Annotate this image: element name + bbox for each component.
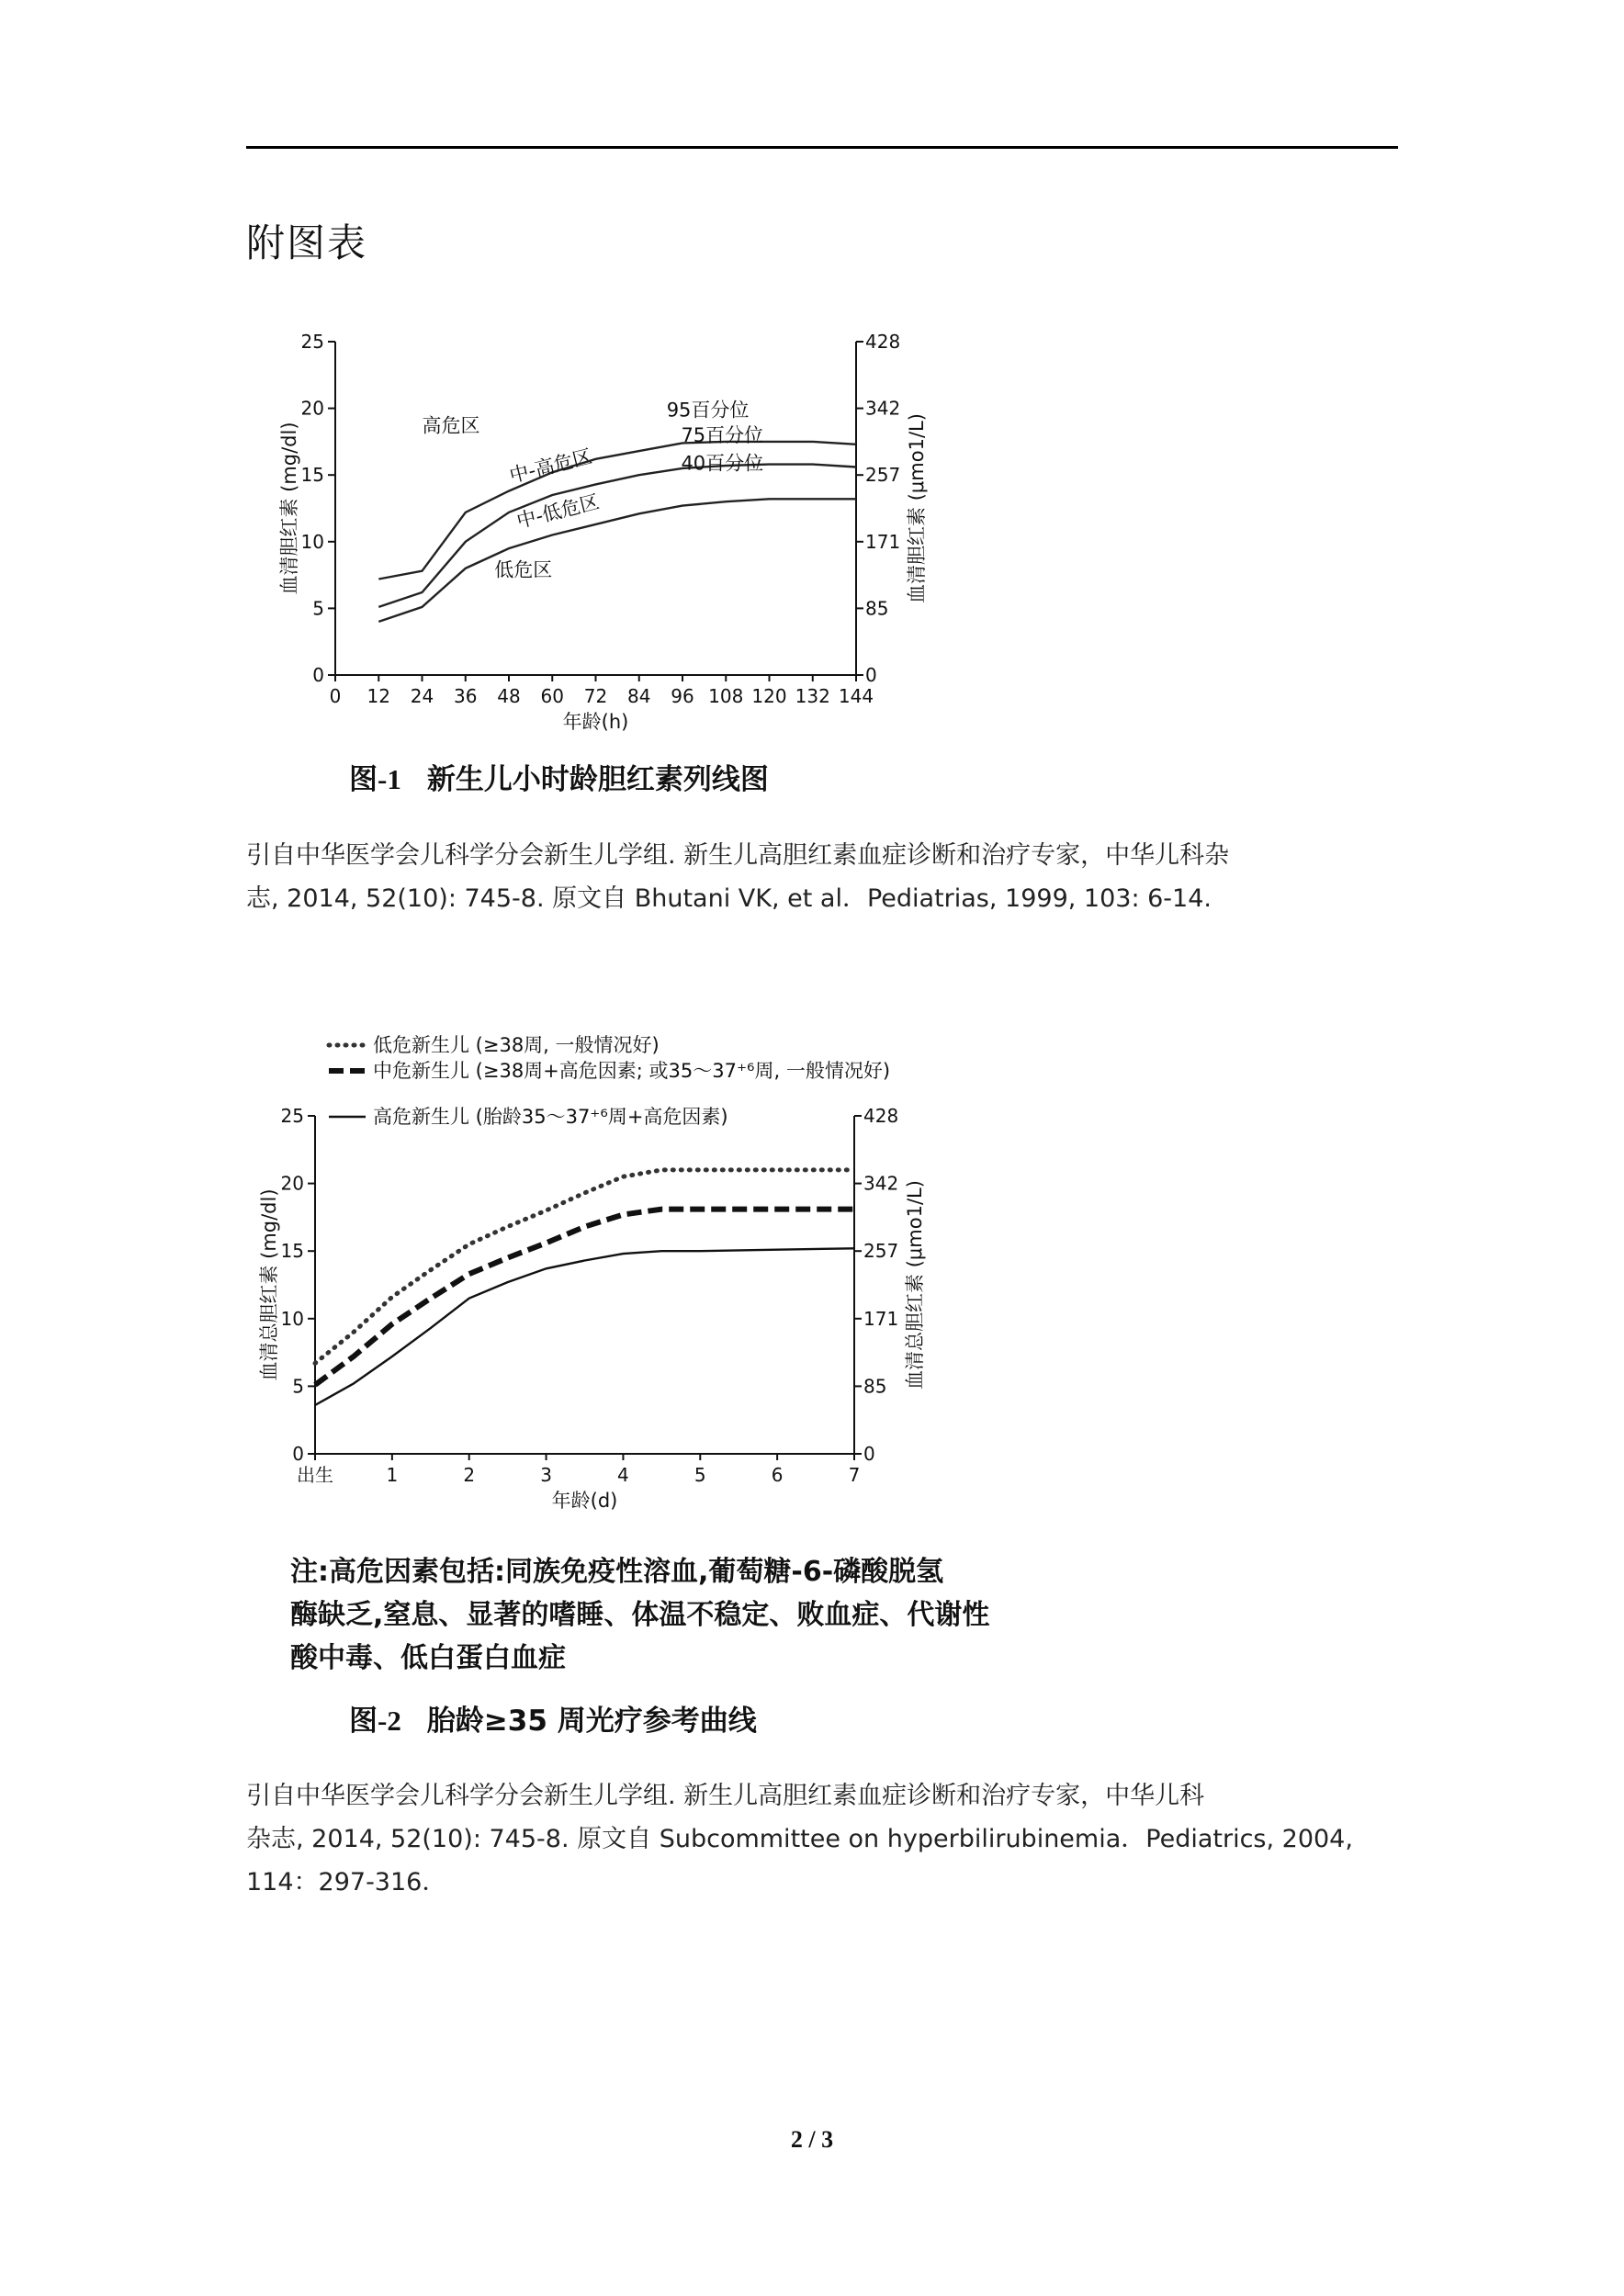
x-tick-label: 5	[694, 1464, 706, 1486]
x-tick-label: 36	[454, 685, 478, 707]
y-tick-label: 10	[280, 1307, 304, 1330]
legend-label: 中危新生儿 (≥38周+高危因素; 或35～37⁺⁶周, 一般情况好)	[373, 1060, 891, 1082]
note-line: 酸中毒、低白蛋白血症	[290, 1642, 566, 1674]
x-tick-label: 144	[838, 685, 874, 707]
y-tick-label: 15	[280, 1240, 304, 1263]
reference-line: 114：297-316．	[246, 1868, 447, 1896]
x-tick-label: 0	[329, 685, 342, 707]
y-tick-label: 5	[292, 1375, 304, 1398]
x-tick-label: 4	[617, 1464, 629, 1486]
series-line-2	[315, 1210, 854, 1385]
x-tick-label: 12	[367, 685, 390, 707]
y-tick-label: 20	[280, 1172, 304, 1195]
y-tick-label: 0	[312, 664, 324, 686]
figure-2-number: 图-2	[349, 1705, 401, 1737]
y2-tick-label: 428	[865, 331, 901, 353]
reference-line: 杂志, 2014, 52(10): 745-8. 原文自 Subcommittee on hyperbilirubinemia．Pediatrics, 2004,	[246, 1825, 1353, 1853]
x-axis-title: 年龄(h)	[562, 711, 629, 733]
y2-axis-title: 血清总胆红素 (μmo1/L)	[904, 1180, 926, 1390]
y-tick-label: 25	[280, 1105, 304, 1127]
series-label: 95百分位	[666, 399, 750, 422]
y2-tick-label: 0	[863, 1443, 875, 1465]
figure-1-reference	[246, 834, 1404, 920]
x-tick-label: 72	[583, 685, 608, 707]
figure-2-chart	[255, 1033, 953, 1529]
y2-tick-label: 171	[865, 530, 901, 553]
x-tick-label: 出生	[297, 1464, 333, 1486]
y-tick-label: 5	[312, 597, 324, 620]
x-tick-label: 84	[627, 685, 651, 707]
x-tick-label: 24	[410, 685, 434, 707]
x-tick-label: 132	[795, 685, 830, 707]
y-tick-label: 25	[300, 331, 324, 353]
series-line-3	[315, 1248, 854, 1405]
series-label: 75百分位	[681, 423, 764, 446]
page-number: 2 / 3	[790, 2126, 834, 2153]
x-tick-label: 120	[751, 685, 787, 707]
zone-label: 高危区	[422, 414, 480, 437]
reference-line: 引自中华医学会儿科学分会新生儿学组. 新生儿高胆红素血症诊断和治疗专家，中华儿科杂	[246, 841, 1230, 870]
x-tick-label: 6	[771, 1464, 784, 1486]
y-axis-title: 血清胆红素 (mg/dl)	[278, 422, 300, 595]
y2-tick-label: 85	[865, 597, 889, 620]
x-tick-label: 60	[540, 685, 564, 707]
figure-2-reference	[246, 1774, 1404, 1904]
figure-1-title: 新生儿小时龄胆红素列线图	[426, 763, 769, 796]
x-tick-label: 2	[463, 1464, 476, 1486]
y2-tick-label: 85	[863, 1375, 887, 1398]
y2-tick-label: 428	[863, 1105, 899, 1127]
y-tick-label: 15	[300, 464, 324, 487]
figure-2-note	[290, 1550, 989, 1680]
y2-tick-label: 257	[863, 1240, 899, 1263]
x-axis-title: 年龄(d)	[551, 1490, 618, 1512]
zone-label: 低危区	[494, 558, 553, 581]
zone-label: 中-低危区	[514, 490, 602, 533]
series-label: 40百分位	[681, 452, 764, 475]
x-tick-label: 108	[708, 685, 744, 707]
y-axis-title: 血清总胆红素 (mg/dl)	[258, 1188, 280, 1381]
series-line-1	[315, 1170, 854, 1364]
figure-2-caption	[349, 1697, 757, 1739]
y2-axis-title: 血清胆红素 (μmo1/L)	[906, 413, 928, 603]
page-heading: 附图表	[246, 220, 368, 265]
x-tick-label: 1	[386, 1464, 399, 1486]
figure-1-number: 图-1	[349, 763, 401, 795]
legend-label: 高危新生儿 (胎龄35～37⁺⁶周+高危因素)	[373, 1106, 728, 1128]
y2-tick-label: 171	[863, 1307, 899, 1330]
figure-1-caption	[349, 756, 769, 797]
y-tick-label: 10	[300, 530, 324, 553]
zone-label: 中-高危区	[507, 445, 594, 488]
y2-tick-label: 0	[865, 664, 877, 686]
header-rule	[246, 146, 1398, 149]
y-tick-label: 20	[300, 397, 324, 420]
percentile-curve-2	[378, 465, 856, 607]
x-tick-label: 48	[497, 685, 521, 707]
reference-line: 志, 2014, 52(10): 745-8. 原文自 Bhutani VK, et al．Pediatrias, 1999, 103: 6-14.	[246, 884, 1212, 913]
y2-tick-label: 257	[865, 464, 901, 487]
x-tick-label: 96	[671, 685, 694, 707]
y2-tick-label: 342	[863, 1172, 899, 1195]
figure-2-title: 胎龄≥35 周光疗参考曲线	[426, 1705, 757, 1738]
legend-label: 低危新生儿 (≥38周, 一般情况好)	[373, 1034, 660, 1056]
figure-1-chart	[276, 321, 937, 744]
reference-line: 引自中华医学会儿科学分会新生儿学组. 新生儿高胆红素血症诊断和治疗专家，中华儿科	[246, 1782, 1205, 1810]
note-line: 注:高危因素包括:同族免疫性溶血,葡萄糖-6-磷酸脱氢	[290, 1556, 944, 1588]
y-tick-label: 0	[292, 1443, 304, 1465]
x-tick-label: 3	[540, 1464, 552, 1486]
note-line: 酶缺乏,窒息、显著的嗜睡、体温不稳定、败血症、代谢性	[290, 1599, 990, 1631]
y2-tick-label: 342	[865, 397, 901, 420]
x-tick-label: 7	[848, 1464, 861, 1486]
